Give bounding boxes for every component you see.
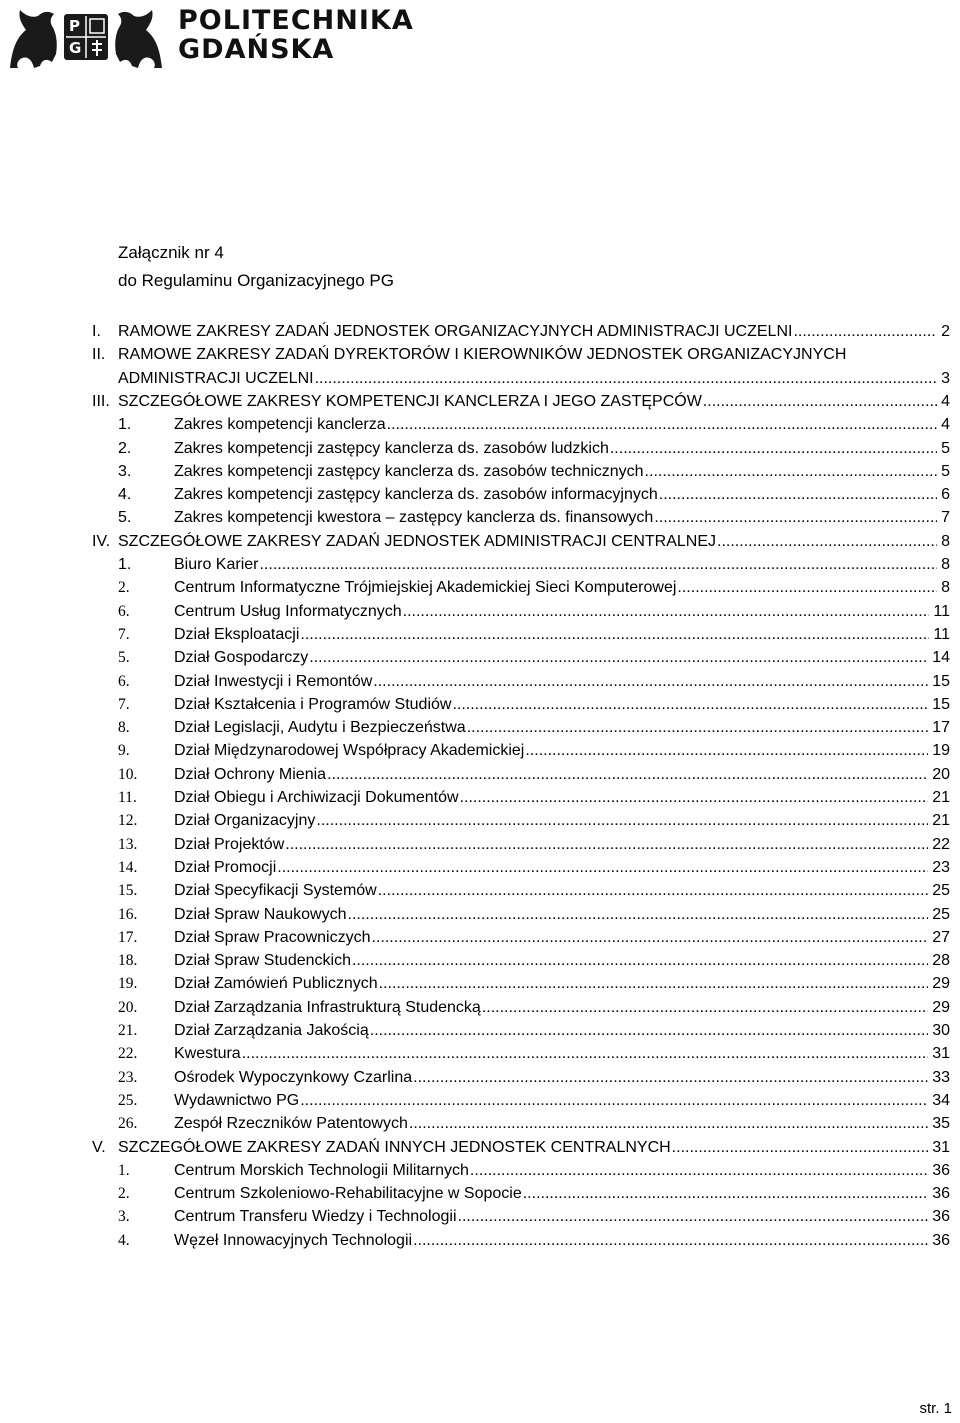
toc-entry [174,506,950,529]
toc-title: ADMINISTRACJI UCZELNI [118,369,314,387]
toc-number: 9. [118,742,130,760]
toc-page-number: 28 [932,952,950,970]
toc-entry [174,600,950,623]
toc-entry-row[interactable] [0,1019,960,1042]
toc-entry-row[interactable] [0,996,960,1019]
toc-dot-leader [315,367,938,390]
toc-dot-leader [460,786,929,809]
toc-title: Zespół Rzeczników Patentowych [174,1115,408,1133]
toc-entry [174,1159,950,1182]
toc-dot-leader [348,903,929,926]
toc-entry-row[interactable] [0,879,960,902]
toc-page-number: 36 [932,1161,950,1179]
toc-number: 21. [118,1022,138,1039]
toc-title: Centrum Szkoleniowo-Rehabilitacyjne w Sopocie [174,1185,522,1203]
toc-entry [174,972,950,995]
logo-line-2: GDAŃSKA [178,34,335,65]
toc-page-number: 8 [941,579,950,597]
toc-entry [174,903,950,926]
logo-line-1: POLITECHNIKA [178,5,414,36]
toc-number: V. [92,1138,106,1156]
toc-dot-leader [300,1089,928,1112]
toc-dot-leader [654,506,937,529]
toc-entry-row[interactable] [0,506,960,529]
toc-entry-row[interactable] [0,809,960,832]
toc-entry [174,670,950,693]
toc-title: SZCZEGÓŁOWE ZAKRESY KOMPETENCJI KANCLERZA I JEGO ZASTĘPCÓW [118,392,702,410]
toc-page-number: 21 [932,789,950,806]
toc-entry [174,879,950,902]
toc-number: 18. [118,952,138,970]
toc-number: 1. [118,556,132,573]
toc-page-number: 2 [941,323,950,340]
toc-page-number: 11 [933,602,950,620]
toc-title: Kwestura [174,1045,241,1063]
toc-number: 6. [118,672,130,690]
toc-number: III. [92,392,110,410]
toc-number: 19. [118,975,138,993]
toc-entry [174,996,950,1019]
toc-dot-leader [470,1159,928,1182]
toc-dot-leader [409,1112,928,1135]
toc-dot-leader [300,623,929,646]
toc-entry-row[interactable] [0,786,960,809]
toc-title: Dział Organizacyjny [174,812,316,830]
toc-page-number: 36 [932,1231,950,1249]
toc-dot-leader [452,693,928,716]
toc-dot-leader [277,856,928,879]
toc-title: RAMOWE ZAKRESY ZADAŃ DYREKTORÓW I KIEROWNIKÓW JEDNOSTEK ORGANIZACYJNYCH [118,346,847,364]
toc-entry [174,926,950,949]
toc-entry-row[interactable] [0,856,960,879]
toc-title: Dział Spraw Pracowniczych [174,928,371,946]
toc-dot-leader [413,1066,928,1089]
toc-number: IV. [92,532,111,550]
toc-page-number: 6 [941,486,950,504]
toc-title: Dział Zamówień Publicznych [174,975,378,993]
toc-number: 1. [118,416,132,434]
emblem-letter-g: G [69,39,82,57]
toc-page-number: 33 [932,1068,950,1086]
toc-entry [174,437,950,460]
toc-entry-row[interactable] [0,739,960,762]
toc-page-number: 5 [941,439,950,457]
toc-dot-leader [372,926,929,949]
toc-title: Dział Inwestycji i Remontów [174,672,373,690]
toc-entry-row[interactable] [0,1229,960,1252]
toc-number: 4. [118,1231,130,1249]
toc-title: Dział Projektów [174,835,285,853]
toc-page-number: 31 [932,1138,950,1156]
toc-title: Centrum Transferu Wiedzy i Technologii [174,1208,457,1226]
toc-dot-leader [373,670,928,693]
toc-number: 25. [118,1091,138,1109]
toc-title: Dział Specyfikacji Systemów [174,882,377,900]
toc-dot-leader [379,972,929,995]
toc-number: I. [92,323,101,340]
toc-title: Centrum Morskich Technologii Militarnych [174,1161,469,1179]
toc-title: Dział Spraw Studenckich [174,952,351,970]
toc-number: 1. [118,1161,130,1179]
toc-number: 3. [118,462,132,480]
toc-number: 20. [118,998,138,1016]
toc-number: II. [92,346,106,364]
toc-entry [118,390,950,413]
toc-entry [174,763,950,786]
toc-entry-row[interactable] [0,926,960,949]
toc-number: 26. [118,1115,138,1133]
toc-number: 7. [118,625,130,643]
toc-dot-leader [703,390,937,413]
toc-number: 2. [118,1185,130,1203]
toc-number: 16. [118,905,138,923]
toc-entry [118,1136,950,1159]
toc-dot-leader [458,1205,929,1228]
toc-page-number: 23 [932,858,950,876]
toc-page-number: 4 [941,392,950,410]
toc-dot-leader [525,739,928,762]
toc-title: Węzeł Innowacyjnych Technologii [174,1231,413,1249]
toc-page-number: 21 [932,812,950,830]
toc-dot-leader [316,809,928,832]
toc-title: Dział Gospodarczy [174,649,309,667]
toc-number: 12. [118,812,138,830]
toc-entry-row[interactable] [0,483,960,506]
toc-entry-row[interactable] [0,460,960,483]
toc-page-number: 8 [941,556,950,573]
toc-dot-leader [610,437,937,460]
toc-entry [174,553,950,576]
toc-dot-leader [378,879,928,902]
toc-dot-leader [659,483,937,506]
toc-page-number: 15 [932,695,950,713]
toc-page-number: 36 [932,1185,950,1203]
toc-dot-leader [327,763,928,786]
toc-page-number: 15 [932,672,950,690]
toc-dot-leader [672,1136,929,1159]
toc-page-number: 19 [932,742,950,760]
toc-title: Centrum Usług Informatycznych [174,602,402,620]
toc-title: Centrum Informatyczne Trójmiejskiej Akademickiej Sieci Komputerowej [174,579,677,597]
toc-entry-row[interactable] [0,693,960,716]
toc-entry [174,576,950,599]
toc-entry [174,1182,950,1205]
toc-title: Dział Zarządzania Jakością [174,1022,369,1039]
toc-entry [174,949,950,972]
toc-dot-leader [677,576,937,599]
toc-section-row[interactable] [0,343,960,366]
toc-dot-leader [645,460,938,483]
toc-entry-row[interactable] [0,972,960,995]
toc-dot-leader [387,413,937,436]
toc-entry-row[interactable] [0,670,960,693]
toc-page-number: 31 [932,1045,950,1063]
toc-entry [174,786,950,809]
toc-page-number: 20 [932,765,950,783]
toc-page-number: 29 [932,998,950,1016]
toc-entry-row[interactable] [0,1182,960,1205]
toc-entry-row[interactable] [0,576,960,599]
toc-entry [174,413,950,436]
toc-number: 4. [118,486,132,504]
toc-entry [174,1019,950,1042]
toc-entry-row[interactable] [0,646,960,669]
toc-title: Biuro Karier [174,556,259,573]
toc-entry-row[interactable] [0,623,960,646]
toc-title: Zakres kompetencji kanclerza [174,416,386,434]
toc-entry-row[interactable] [0,1089,960,1112]
toc-entry [174,833,950,856]
toc-page-number: 29 [932,975,950,993]
toc-title: Dział Zarządzania Infrastrukturą Studencką [174,998,481,1016]
toc-entry-row[interactable] [0,1112,960,1135]
toc-page-number: 14 [932,649,950,667]
toc-number: 15. [118,882,138,900]
toc-title: Zakres kompetencji kwestora – zastępcy kanclerza ds. finansowych [174,509,654,527]
toc-title: Dział Promocji [174,858,277,876]
toc-entry [174,809,950,832]
toc-dot-leader [403,600,930,623]
toc-entry [174,1066,950,1089]
toc-dot-leader [370,1019,928,1042]
toc-page-number: 35 [932,1115,950,1133]
toc-title: SZCZEGÓŁOWE ZAKRESY ZADAŃ JEDNOSTEK ADMINISTRACJI CENTRALNEJ [118,532,717,550]
toc-entry [174,1112,950,1135]
toc-entry [174,460,950,483]
emblem-letter-p: P [69,17,80,35]
toc-entry-row[interactable] [0,716,960,739]
toc-entry [174,483,950,506]
toc-page-number: 8 [941,532,950,550]
toc-entry [118,367,950,390]
toc-number: 5. [118,649,130,667]
toc-entry [118,530,950,553]
toc-number: 23. [118,1068,138,1086]
toc-title: Ośrodek Wypoczynkowy Czarlina [174,1068,413,1086]
toc-title: Dział Kształcenia i Programów Studiów [174,695,452,713]
toc-number: 2. [118,579,130,597]
toc-entry-row[interactable] [0,600,960,623]
attachment-subtitle: do Regulaminu Organizacyjnego PG [118,271,394,290]
toc-entry [174,623,950,646]
attachment-title: Załącznik nr 4 [118,243,224,262]
toc-entry-row[interactable] [0,1042,960,1065]
toc-number: 8. [118,719,130,737]
toc-title: Zakres kompetencji zastępcy kanclerza ds. zasobów technicznych [174,462,644,480]
toc-title: Dział Spraw Naukowych [174,905,347,923]
page-number: str. 1 [919,1400,952,1417]
toc-dot-leader [482,996,928,1019]
toc-number: 17. [118,928,138,946]
toc-dot-leader [413,1229,928,1252]
toc-title: Zakres kompetencji zastępcy kanclerza ds. zasobów informacyjnych [174,486,658,504]
toc-dot-leader [285,833,928,856]
toc-section-row[interactable] [0,367,960,390]
toc-dot-leader [717,530,937,553]
toc-dot-leader [242,1042,929,1065]
toc-page-number: 25 [932,905,950,923]
toc-dot-leader [309,646,928,669]
toc-entry-row[interactable] [0,1159,960,1182]
toc-page-number: 7 [941,509,950,527]
toc-number: 7. [118,695,130,713]
toc-number: 14. [118,858,138,876]
toc-entry [174,646,950,669]
toc-title: Dział Legislacji, Audytu i Bezpieczeństwa [174,719,466,737]
toc-number: 6. [118,602,130,620]
toc-number: 10. [118,765,138,783]
toc-page-number: 27 [932,928,950,946]
toc-entry-row[interactable] [0,833,960,856]
toc-dot-leader [352,949,928,972]
toc-entry-row[interactable] [0,1066,960,1089]
toc-entry-row[interactable] [0,413,960,436]
toc-page-number: 11 [933,625,950,643]
toc-section-row[interactable] [0,390,960,413]
toc-page-number: 25 [932,882,950,900]
toc-entry-row[interactable] [0,949,960,972]
toc-entry-row[interactable] [0,1205,960,1228]
toc-number: 11. [118,789,137,806]
toc-page-number: 22 [932,835,950,853]
toc-entry [174,739,950,762]
toc-section-row[interactable] [0,320,960,343]
toc-page-number: 4 [941,416,950,434]
toc-dot-leader [793,320,937,343]
toc-entry-row[interactable] [0,437,960,460]
toc-title: Wydawnictwo PG [174,1091,300,1109]
toc-entry [118,343,950,366]
toc-title: Dział Ochrony Mienia [174,765,327,783]
toc-entry [174,716,950,739]
toc-dot-leader [523,1182,928,1205]
toc-entry [174,1089,950,1112]
toc-entry [174,856,950,879]
toc-page-number: 30 [932,1022,950,1039]
toc-entry [174,1229,950,1252]
toc-page-number: 36 [932,1208,950,1226]
toc-title: Dział Obiegu i Archiwizacji Dokumentów [174,789,459,806]
toc-title: SZCZEGÓŁOWE ZAKRESY ZADAŃ INNYCH JEDNOSTEK CENTRALNYCH [118,1138,671,1156]
toc-number: 13. [118,835,138,853]
toc-entry-row[interactable] [0,763,960,786]
toc-page-number: 5 [941,462,950,480]
toc-entry [174,1042,950,1065]
toc-entry [118,320,950,343]
toc-section-row[interactable] [0,1136,960,1159]
toc-number: 3. [118,1208,130,1226]
toc-entry [174,1205,950,1228]
toc-entry-row[interactable] [0,903,960,926]
toc-title: Zakres kompetencji zastępcy kanclerza ds. zasobów ludzkich [174,439,609,457]
toc-dot-leader [467,716,929,739]
toc-dot-leader [259,553,937,576]
toc-title: Dział Eksploatacji [174,625,300,643]
toc-title: Dział Międzynarodowej Współpracy Akademickiej [174,742,525,760]
toc-entry [174,693,950,716]
toc-number: 5. [118,509,132,527]
toc-number: 2. [118,439,132,457]
toc-page-number: 3 [941,369,950,387]
toc-section-row[interactable] [0,530,960,553]
toc-page-number: 17 [932,719,950,737]
toc-number: 22. [118,1045,138,1063]
toc-entry-row[interactable] [0,553,960,576]
toc-title: RAMOWE ZAKRESY ZADAŃ JEDNOSTEK ORGANIZACYJNYCH ADMINISTRACJI UCZELNI [118,323,793,340]
toc-page-number: 34 [932,1091,950,1109]
